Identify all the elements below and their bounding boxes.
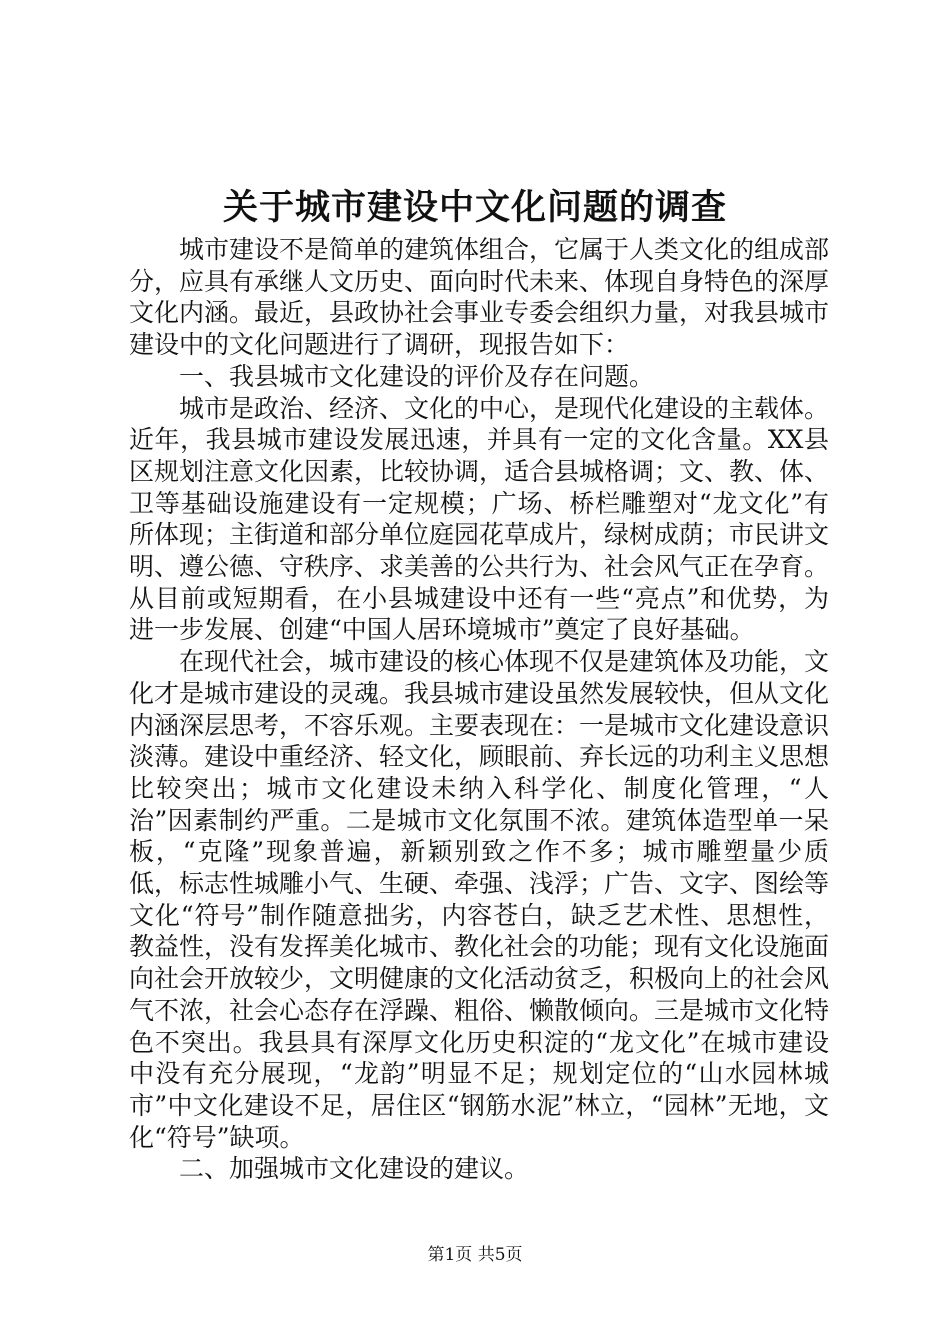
section-heading-1: 一、我县城市文化建设的评价及存在问题。: [179, 361, 655, 391]
paragraph-evaluation: 城市是政治、经济、文化的中心，是现代化建设的主载体。近年，我县城市建设发展迅速，并具有一定的文化含量。XX县区规划注意文化因素，比较协调，适合县城格调；文、教、体、卫等基础设施建设有一定规模；广场、桥栏雕塑对“龙文化”有所体现；主街道和部分单位庭园花草成片，绿树成荫；市民讲文明、遵公德、守秩序、求美善的公共行为、社会风气正在孕育。从目前或短期看，在小县城建设中还有一些“亮点”和优势，为进一步发展、创建“中国人居环境城市”奠定了良好基础。: [129, 393, 830, 645]
page-number-footer: 第1页 共5页: [427, 1245, 523, 1265]
document-title: 关于城市建设中文化问题的调查: [222, 187, 727, 228]
section-heading-2: 二、加强城市文化建设的建议。: [179, 1154, 530, 1184]
document-body: [129, 234, 829, 1185]
paragraph-intro: 城市建设不是简单的建筑体组合，它属于人类文化的组成部分，应具有承继人文历史、面向时代未来、体现自身特色的深厚文化内涵。最近，县政协社会事业专委会组织力量，对我县城市建设中的文化问题进行了调研，现报告如下：: [129, 235, 830, 360]
paragraph-problems: 在现代社会，城市建设的核心体现不仅是建筑体及功能，文化才是城市建设的灵魂。我县城市建设虽然发展较快，但从文化内涵深层思考，不容乐观。主要表现在：一是城市文化建设意识淡薄。建设中重经济、轻文化，顾眼前、弃长远的功利主义思想比较突出；城市文化建设未纳入科学化、制度化管理，“人治”因素制约严重。二是城市文化氛围不浓。建筑体造型单一呆板，“克隆”现象普遍，新颖别致之作不多；城市雕塑量少质低，标志性城雕小气、生硬、牵强、浅浮；广告、文字、图绘等文化“符号”制作随意拙劣，内容苍白，缺乏艺术性、思想性，教益性，没有发挥美化城市、教化社会的功能；现有文化设施面向社会开放较少，文明健康的文化活动贫乏，积极向上的社会风气不浓，社会心态存在浮躁、粗俗、懒散倾向。三是城市文化特色不突出。我县具有深厚文化历史积淀的“龙文化”在城市建设中没有充分展现，“龙韵”明显不足；规划定位的“山水园林城市”中文化建设不足，居住区“钢筋水泥”林立，“园林”无地，文化“符号”缺项。: [129, 647, 830, 1152]
